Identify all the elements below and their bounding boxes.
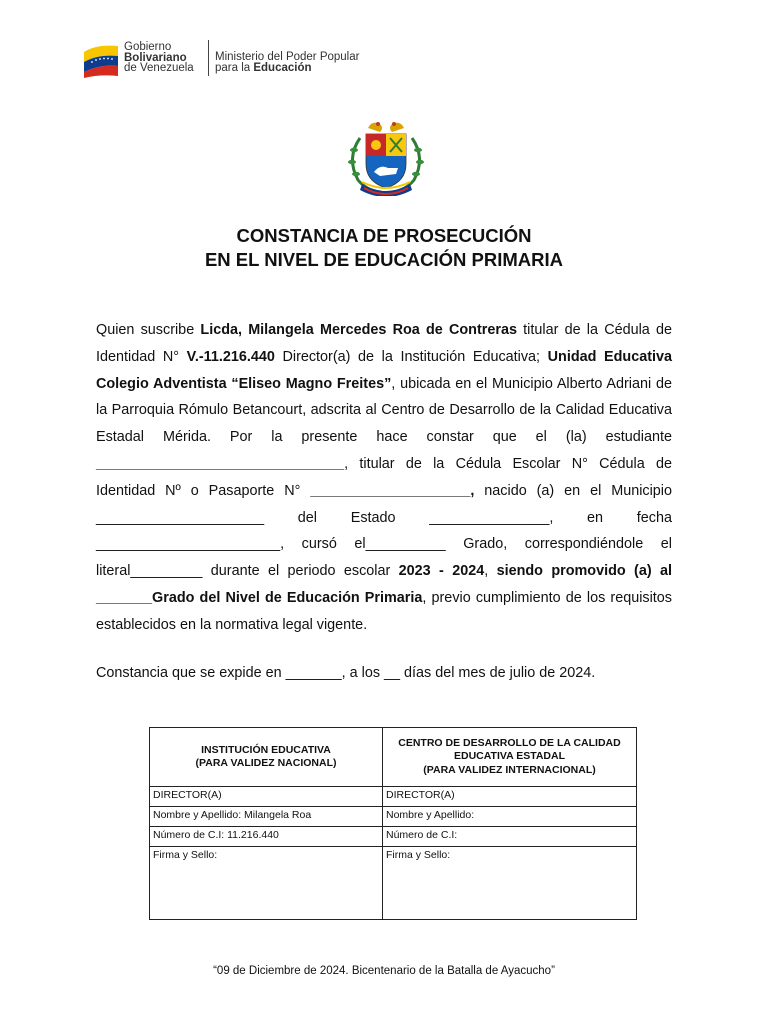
international-validity-header: CENTRO DE DESARROLLO DE LA CALIDAD EDUCATIVA ESTADAL (PARA VALIDEZ INTERNACIONAL) bbox=[383, 728, 637, 787]
director-label-left: DIRECTOR(A) bbox=[150, 787, 383, 807]
title-line-2: EN EL NIVEL DE EDUCACIÓN PRIMARIA bbox=[204, 249, 564, 270]
student-id-blank: ____________________, bbox=[310, 482, 475, 499]
signature-table bbox=[149, 727, 637, 920]
ci-field-left: Número de C.I: 11.216.440 bbox=[150, 827, 383, 847]
certificate-body: Quien suscribe Licda, Milangela Mercedes Roa de Contreras titular de la Cédula de Identidad N° V.-11.216.440 Director(a) de la Institución Educativa; Unidad Educativa Colegio Adventista “Eliseo Magno Freites”, ubicada en el Municipio Alberto Adriani de la Parroquia Rómulo Betancourt, adscrita al Centro de Desarrollo de la Calidad Educativa Estadal Mérida. Por la presente hace constar que el (la) estudiante _______________________________, titular de la Cédula Escolar N° Cédula de Identidad Nº o Pasaporte N° ____________________, nacido (a) en el Municipio _____________________ del Estado _______________, en fecha _______________________, cursó el__________ Grado, correspondiéndole el literal_________ durante el periodo escolar 2023 - 2024, siendo promovido (a) al _______Grado del Nivel de Educación Primaria, previo cumplimiento de los requisitos establecidos en la normativa legal vigente. bbox=[96, 322, 673, 633]
table-row bbox=[150, 827, 637, 847]
director-label-right: DIRECTOR(A) bbox=[383, 787, 637, 807]
promotion-statement: siendo promovido (a) al _______Grado del Nivel de Educación Primaria bbox=[96, 563, 673, 606]
ministry-name: Ministerio del Poder Popular para la Educación bbox=[215, 51, 360, 74]
director-ci: V.-11.216.440 bbox=[186, 348, 275, 365]
national-validity-header: INSTITUCIÓN EDUCATIVA (PARA VALIDEZ NACIONAL) bbox=[150, 728, 383, 787]
school-year: 2023 - 2024 bbox=[398, 563, 485, 580]
institution-name: Unidad Educativa Colegio Adventista “Eliseo Magno Freites” bbox=[96, 348, 673, 392]
name-field-left: Nombre y Apellido: Milangela Roa bbox=[150, 807, 383, 827]
closing-statement: Constancia que se expide en _______, a los __ días del mes de julio de 2024. bbox=[96, 665, 596, 681]
government-logo bbox=[82, 38, 382, 80]
ci-field-right: Número de C.I: bbox=[383, 827, 637, 847]
document-title bbox=[0, 224, 768, 272]
director-name: Licda, Milangela Mercedes Roa de Contreras bbox=[200, 322, 517, 338]
table-row bbox=[150, 847, 637, 920]
name-field-right: Nombre y Apellido: bbox=[383, 807, 637, 827]
footer-motto: “09 de Diciembre de 2024. Bicentenario de la Batalla de Ayacucho” bbox=[213, 965, 555, 977]
table-header-row bbox=[150, 728, 637, 787]
government-name: Gobierno Bolivariano de Venezuela bbox=[124, 41, 194, 74]
title-line-1: CONSTANCIA DE PROSECUCIÓN bbox=[236, 225, 532, 246]
venezuela-flag-icon bbox=[82, 42, 120, 78]
student-name-blank: _______________________________ bbox=[96, 455, 345, 472]
table-row bbox=[150, 807, 637, 827]
logo-divider bbox=[208, 40, 209, 76]
coat-of-arms-icon bbox=[340, 118, 432, 196]
table-row bbox=[150, 787, 637, 807]
signature-field-right: Firma y Sello: bbox=[383, 847, 637, 920]
signature-field-left: Firma y Sello: bbox=[150, 847, 383, 920]
